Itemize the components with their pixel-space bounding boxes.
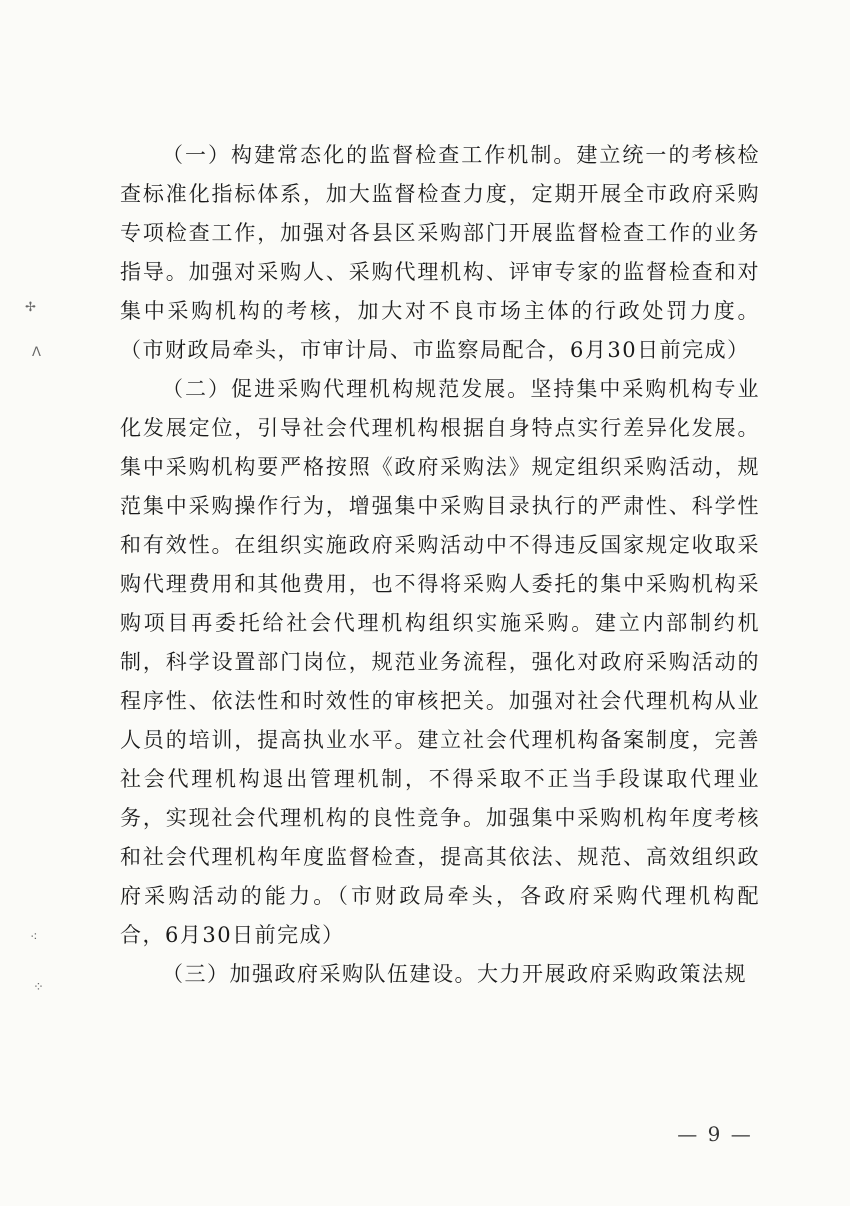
binding-hole-mark: ⁘ (33, 980, 44, 995)
page-number: — 9 — (677, 1122, 753, 1146)
paragraph-3: （三）加强政府采购队伍建设。大力开展政府采购政策法规 (162, 962, 747, 986)
paragraph-1: （一）构建常态化的监督检查工作机制。建立统一的考核检查标准化指标体系，加大监督检查力度，定期开展全市政府采购专项检查工作，加强对各县区采购部门开展监督检查工作的业务指导。加强对采购人、采购代理机构、评审专家的监督检查和对集中采购机构的考核，加大对不良市场主体的行政处罚力度。（市财政局牵头，市审计局、市监察局配合，6月30日前完成） (120, 143, 760, 362)
paragraph-2: （二）促进采购代理机构规范发展。坚持集中采购机构专业化发展定位，引导社会代理机构根据自身特点实行差异化发展。集中采购机构要严格按照《政府采购法》规定组织采购活动，规范集中采购操作行为，增强集中采购目录执行的严肃性、科学性和有效性。在组织实施政府采购活动中不得违反国家规定收取采购代理费用和其他费用，也不得将采购人委托的集中采购机构采购项目再委托给社会代理机构组织实施采购。建立内部制约机制，科学设置部门岗位，规范业务流程，强化对政府采购活动的程序性、依法性和时效性的审核把关。加强对社会代理机构从业人员的培训，提高执业水平。建立社会代理机构备案制度，完善社会代理机构退出管理机制，不得采取不正当手段谋取代理业务，实现社会代理机构的良性竞争。加强集中采购机构年度考核和社会代理机构年度监督检查，提高其依法、规范、高效组织政府采购活动的能力。（市财政局牵头，各政府采购代理机构配合，6月30日前完成） (120, 377, 760, 947)
binding-hole-mark: ⁖ (30, 930, 38, 945)
binding-hole-mark: ᐱ (32, 345, 41, 360)
body-text (120, 136, 760, 994)
binding-hole-mark: ✢ (25, 300, 36, 315)
